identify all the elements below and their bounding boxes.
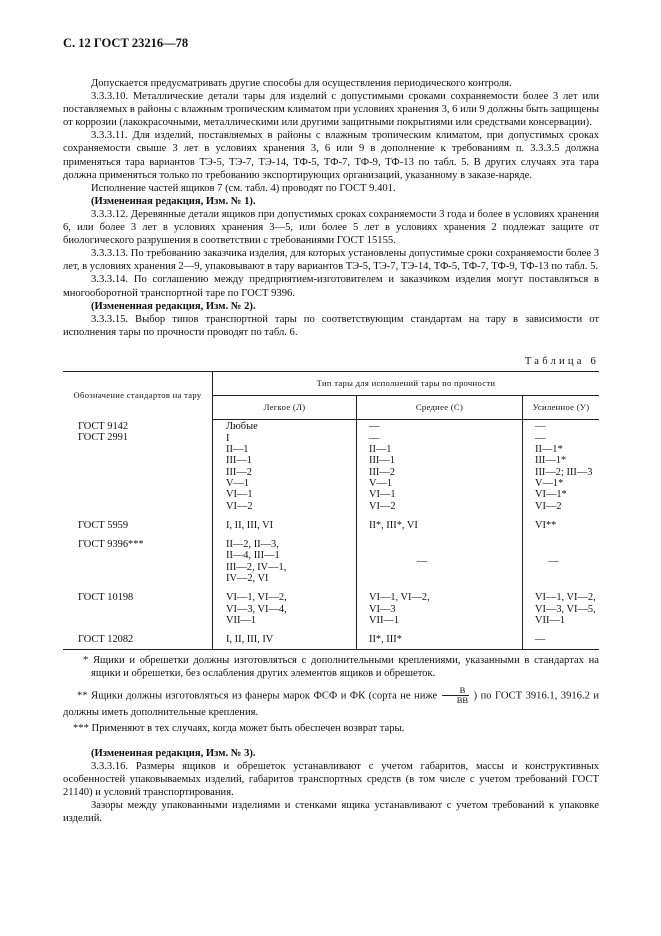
cell-line: I, II, III, VI [226,519,274,531]
col-header-light: Легкое (Л) [213,396,357,420]
cell-line: II*, III*, VI [369,519,418,531]
table-row [63,532,599,585]
cell-line: V—1 [226,477,250,489]
amendment-note: (Измененная редакция, Изм. № 2). [91,300,256,312]
cell-line: I, II, III, IV [226,634,274,646]
paragraph: 3.3.3.12. Деревянные детали ящиков при допустимых сроках сохраняемости 3 года и более в условиях хранения 6, или более 3 лет в условиях хранения 3—5, или более 5 лет в условиях хранения 2 подлежат защите от биологического разрушения в соответствии с требованиями ГОСТ 15155. [63,208,599,247]
cell-heavy [523,513,600,532]
bottom-text [63,747,599,826]
cell-line: — [535,432,546,444]
cell-line [78,455,212,466]
cell-line: — [416,556,428,568]
fraction [442,686,469,706]
col-header-standards: Обозначение стандартов на тару [63,371,213,420]
fraction-numerator: В [442,686,469,697]
cell-line: VI—3, VI—4, [226,603,287,615]
page-header: С. 12 ГОСТ 23216—78 [63,36,189,50]
cell-line: II*, III* [369,634,402,646]
cell-line: — [548,556,559,568]
cell-line: II—4, III—1 [226,550,280,562]
cell-line [78,477,212,488]
paragraph: Зазоры между упакованными изделиями и стенками ящика устанавливают с учетом требований к упаковке изделий. [63,800,599,825]
cell-heavy [523,420,600,513]
cell-line: II—2, II—3, [226,539,279,551]
paragraph: 3.3.3.11. Для изделий, поставляемых в районы с влажным тропическим климатом, при допустимых сроках сохраняемости свыше 3 лет в условиях хранения 3, 6 или 9 в дополнение к требованиям п. 3.3.3.5 должна применяться тара вариантов ТЭ-5, ТЭ-7, ТЭ-14, ТФ-5, ТФ-7, ТФ-9, ТФ-13 по табл. 5. В других случаях эта тара должна применяться только по требованию экспортирующих организаций, указанному в заказе-наряде. [63,130,599,181]
cell-line: — [369,421,380,433]
cell-line: III—1 [226,455,252,467]
cell-line: VII—1 [226,614,257,626]
cell-line: VI—3, VI—5, [535,603,596,615]
cell-line: VI—2 [226,500,253,512]
table-row [63,420,599,513]
col-header-heavy: Усиленное (У) [523,396,600,420]
cell-line: ГОСТ 12082 [78,634,134,646]
cell-line: III—2; III—3 [535,466,593,478]
cell-line: V—1* [535,477,564,489]
cell-line: III—1* [535,455,567,467]
paragraph: 3.3.3.13. По требованию заказчика изделия, для которых установлены допустимые сроки сохраняемости более 3 лет, в условиях хранения 2—9, упаковывают в тару вариантов ТЭ-5, ТЭ-7, ТЭ-14, ТФ-5, ТФ-7, ТФ-9, ТФ-13 по табл. 5. [63,248,599,273]
footnote-text: ) по ГОСТ 3916.1, 3916.2 и должны иметь дополнительные крепления. [63,690,600,718]
document-page [63,36,599,825]
paragraph: 3.3.3.15. Выбор типов транспортной тары по соответствующим стандартам на тару в зависимости от исполнения тары по прочности проводят по табл. 6. [63,313,599,338]
cell-light [213,420,357,513]
packaging-table [63,371,599,650]
cell-line [78,444,212,455]
cell-heavy [523,532,600,585]
cell-standard [63,513,213,532]
cell-line: IV—2, VI [226,573,269,585]
cell-line: — [535,421,546,433]
cell-line: III—2, IV—1, [226,561,287,573]
cell-heavy [523,585,600,627]
cell-light [213,532,357,585]
cell-line: III—2 [226,466,252,478]
paragraph: Допускается предусматривать другие способы для осуществления периодического контроля. [91,78,512,89]
cell-medium [357,532,523,585]
amendment-note: (Измененная редакция, Изм. № 3). [91,747,256,759]
top-text [63,77,599,339]
cell-medium [357,585,523,627]
cell-line: VII—1 [535,614,566,626]
cell-line: ГОСТ 5959 [78,519,129,531]
footnote-text: Ящики и обрешетки должны изготовляться с дополнительными креплениями, указанными в стандартах на ящики и обрешетки, без ослабления других элементов ящиков и обрешеток. [91,654,599,679]
cell-line: VI—1, VI—2, [535,592,596,604]
paragraph: 3.3.3.10. Металлические детали тары для изделий с допустимыми сроками сохраняемости более 3 лет или поставляемых в районы с влажным тропическим климатом при условиях хранения 3, 6 или 9 должны быть защищены от коррозии (лакокрасочными, металлическими или другими защитными покрытиями или средствами консервации). [63,91,599,129]
fraction-denominator: ВВ [456,695,469,706]
cell-line: VI** [535,519,557,531]
footnote-2 [63,686,599,719]
cell-line: VII—1 [369,614,400,626]
cell-line: — [535,634,546,646]
cell-line: ГОСТ 9142 [78,420,129,432]
footnote-text: Ящики должны изготовляться из фанеры марок ФСФ и ФК (сорта не ниже [91,690,438,702]
paragraph: 3.3.3.14. По соглашению между предприятием-изготовителем и заказчиком изделия могут поставляться в многооборотной транспортной таре по ГОСТ 9396. [63,274,599,299]
cell-line: VI—2 [535,500,562,512]
cell-line: II—1 [226,444,249,456]
cell-line: VI—3 [369,603,396,615]
cell-standard [63,532,213,585]
cell-light [213,513,357,532]
cell-light [213,585,357,627]
cell-line: ГОСТ 10198 [78,592,134,604]
cell-line: V—1 [369,477,393,489]
footnote-mark: * [83,654,89,666]
cell-line: — [369,432,380,444]
table-row [63,585,599,627]
cell-heavy [523,627,600,649]
footnote-1 [83,654,599,680]
cell-line: III—1 [369,455,395,467]
col-header-medium: Среднее (С) [357,396,523,420]
col-group-header: Тип тары для исполнений тары по прочности [213,371,600,395]
footnote-text: Применяют в тех случаях, когда может быть обеспечен возврат тары. [91,722,405,734]
paragraph: 3.3.3.16. Размеры ящиков и обрешеток устанавливают с учетом габаритов, массы и конструктивных особенностей упаковываемых изделий, габаритов транспортных средств (в том числе с учетом требований ГОСТ 21140) и условий транспортирования. [63,760,599,799]
cell-medium [357,513,523,532]
cell-line [78,466,212,477]
footnote-3 [63,722,599,735]
cell-line: VI—1, VI—2, [226,592,287,604]
cell-line: VI—1, VI—2, [369,592,430,604]
cell-light [213,627,357,649]
cell-standard [63,627,213,649]
cell-medium [357,627,523,649]
amendment-note: (Измененная редакция, Изм. № 1). [91,195,256,207]
table-caption: Таблица 6 [524,355,599,367]
cell-line: III—2 [369,466,395,478]
cell-line [78,489,212,500]
cell-line: ГОСТ 9396*** [78,539,144,551]
table-row [63,513,599,532]
cell-medium [357,420,523,513]
paragraph: Исполнение частей ящиков 7 (см. табл. 4) проводят по ГОСТ 9.401. [91,182,396,194]
table-footnotes [63,654,599,735]
cell-standard [63,585,213,627]
cell-standard [63,420,213,513]
cell-line: ГОСТ 2991 [78,432,129,444]
cell-line: VI—1 [369,489,396,501]
cell-line: II—1* [535,444,563,456]
cell-line: I [226,432,230,444]
footnote-mark: ** [77,690,88,702]
footnote-mark: *** [73,722,89,734]
cell-line: VI—1* [535,489,567,501]
cell-line: II—1 [369,444,392,456]
cell-line: VI—2 [369,500,396,512]
cell-line: Любые [226,421,258,433]
cell-line: VI—1 [226,489,253,501]
table-row [63,627,599,649]
